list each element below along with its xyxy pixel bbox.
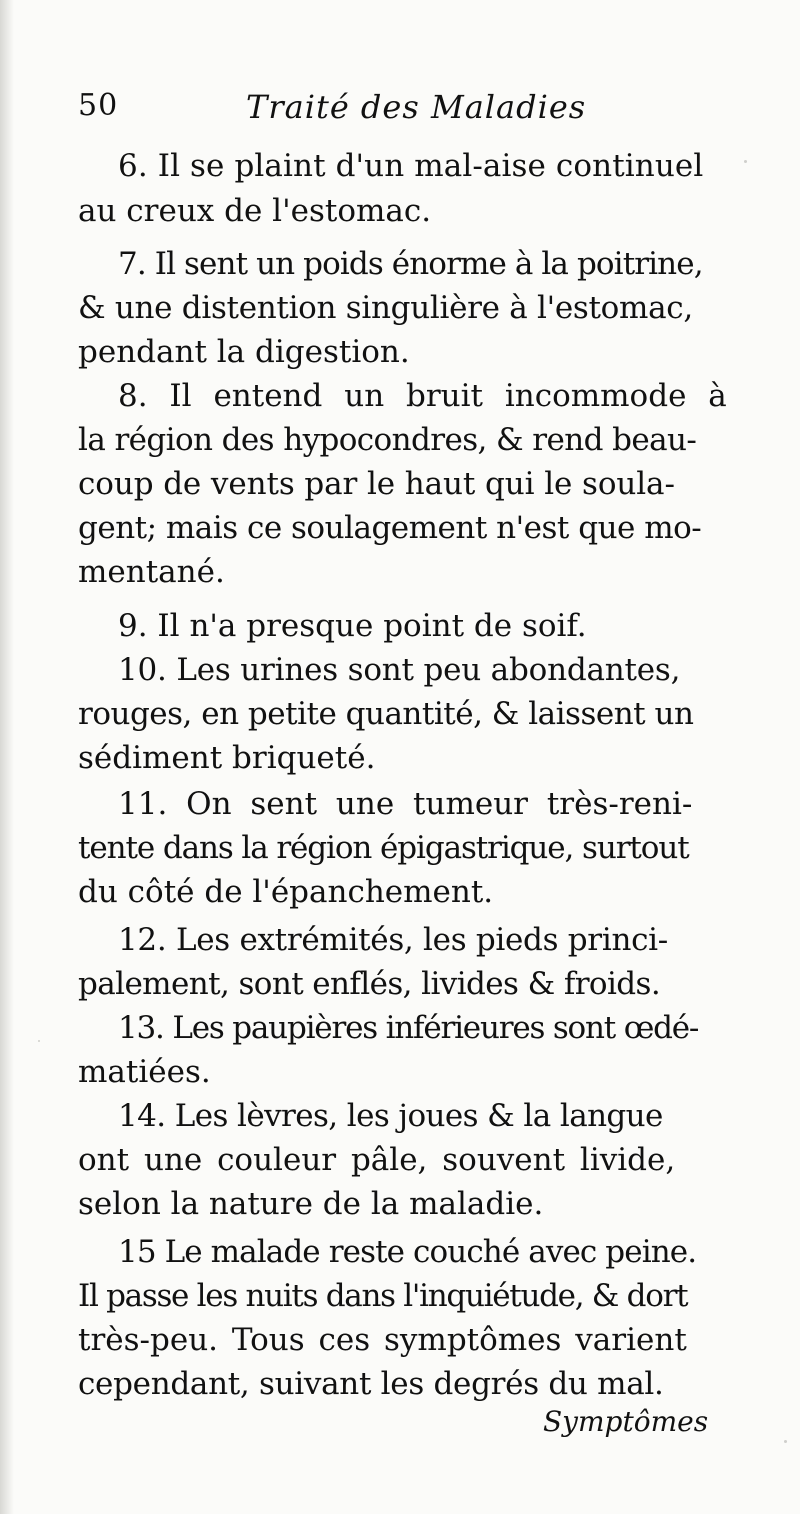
text-line: palement, sont enflés, livides & froids. bbox=[78, 966, 661, 1002]
text-line: 9. Il n'a presque point de soif. bbox=[118, 608, 587, 644]
text-line: 6. Il se plaint d'un mal-aise continuel bbox=[118, 148, 704, 184]
text-line: 10. Les urines sont peu abondantes, bbox=[118, 652, 681, 688]
page-number: 50 bbox=[78, 88, 119, 123]
text-line: cependant, suivant les degrés du mal. bbox=[78, 1366, 664, 1402]
text-line: très-peu. Tous ces symptômes varient bbox=[78, 1322, 687, 1358]
text-line: ont une couleur pâle, souvent livide, bbox=[78, 1142, 676, 1178]
paper-speck bbox=[784, 1440, 787, 1443]
text-line: 8. Il entend un bruit incommode à bbox=[118, 378, 727, 414]
text-line: mentané. bbox=[78, 554, 225, 590]
text-line: rouges, en petite quantité, & laissent un bbox=[78, 696, 694, 732]
text-line: selon la nature de la maladie. bbox=[78, 1186, 544, 1222]
text-line: la région des hypocondres, & rend beau- bbox=[78, 422, 697, 458]
text-line: coup de vents par le haut qui le soula- bbox=[78, 466, 675, 502]
text-line: 13. Les paupières inférieures sont œdé- bbox=[118, 1010, 699, 1046]
text-line: 15 Le malade reste couché avec peine. bbox=[118, 1234, 697, 1270]
text-line: 12. Les extrémités, les pieds princi- bbox=[118, 922, 668, 958]
paper-speck bbox=[38, 1040, 40, 1042]
text-line: au creux de l'estomac. bbox=[78, 193, 432, 229]
running-title: Traité des Maladies bbox=[246, 88, 587, 126]
text-line: gent; mais ce soulagement n'est que mo- bbox=[78, 510, 702, 546]
text-line: du côté de l'épanchement. bbox=[78, 874, 494, 910]
text-line: 11. On sent une tumeur très-reni- bbox=[118, 786, 693, 822]
text-line: tente dans la région épigastrique, surtout bbox=[78, 830, 689, 866]
text-line: pendant la digestion. bbox=[78, 334, 410, 370]
text-line: sédiment briqueté. bbox=[78, 740, 376, 776]
text-line: 14. Les lèvres, les joues & la langue bbox=[118, 1098, 663, 1134]
paper-speck bbox=[744, 160, 747, 163]
text-line: matiées. bbox=[78, 1054, 211, 1090]
text-line: & une distention singulière à l'estomac, bbox=[78, 290, 693, 326]
catchword: Symptômes bbox=[543, 1405, 709, 1438]
text-line: 7. Il sent un poids énorme à la poitrine, bbox=[118, 246, 703, 282]
text-line: Il passe les nuits dans l'inquiétude, & dort bbox=[78, 1278, 688, 1314]
